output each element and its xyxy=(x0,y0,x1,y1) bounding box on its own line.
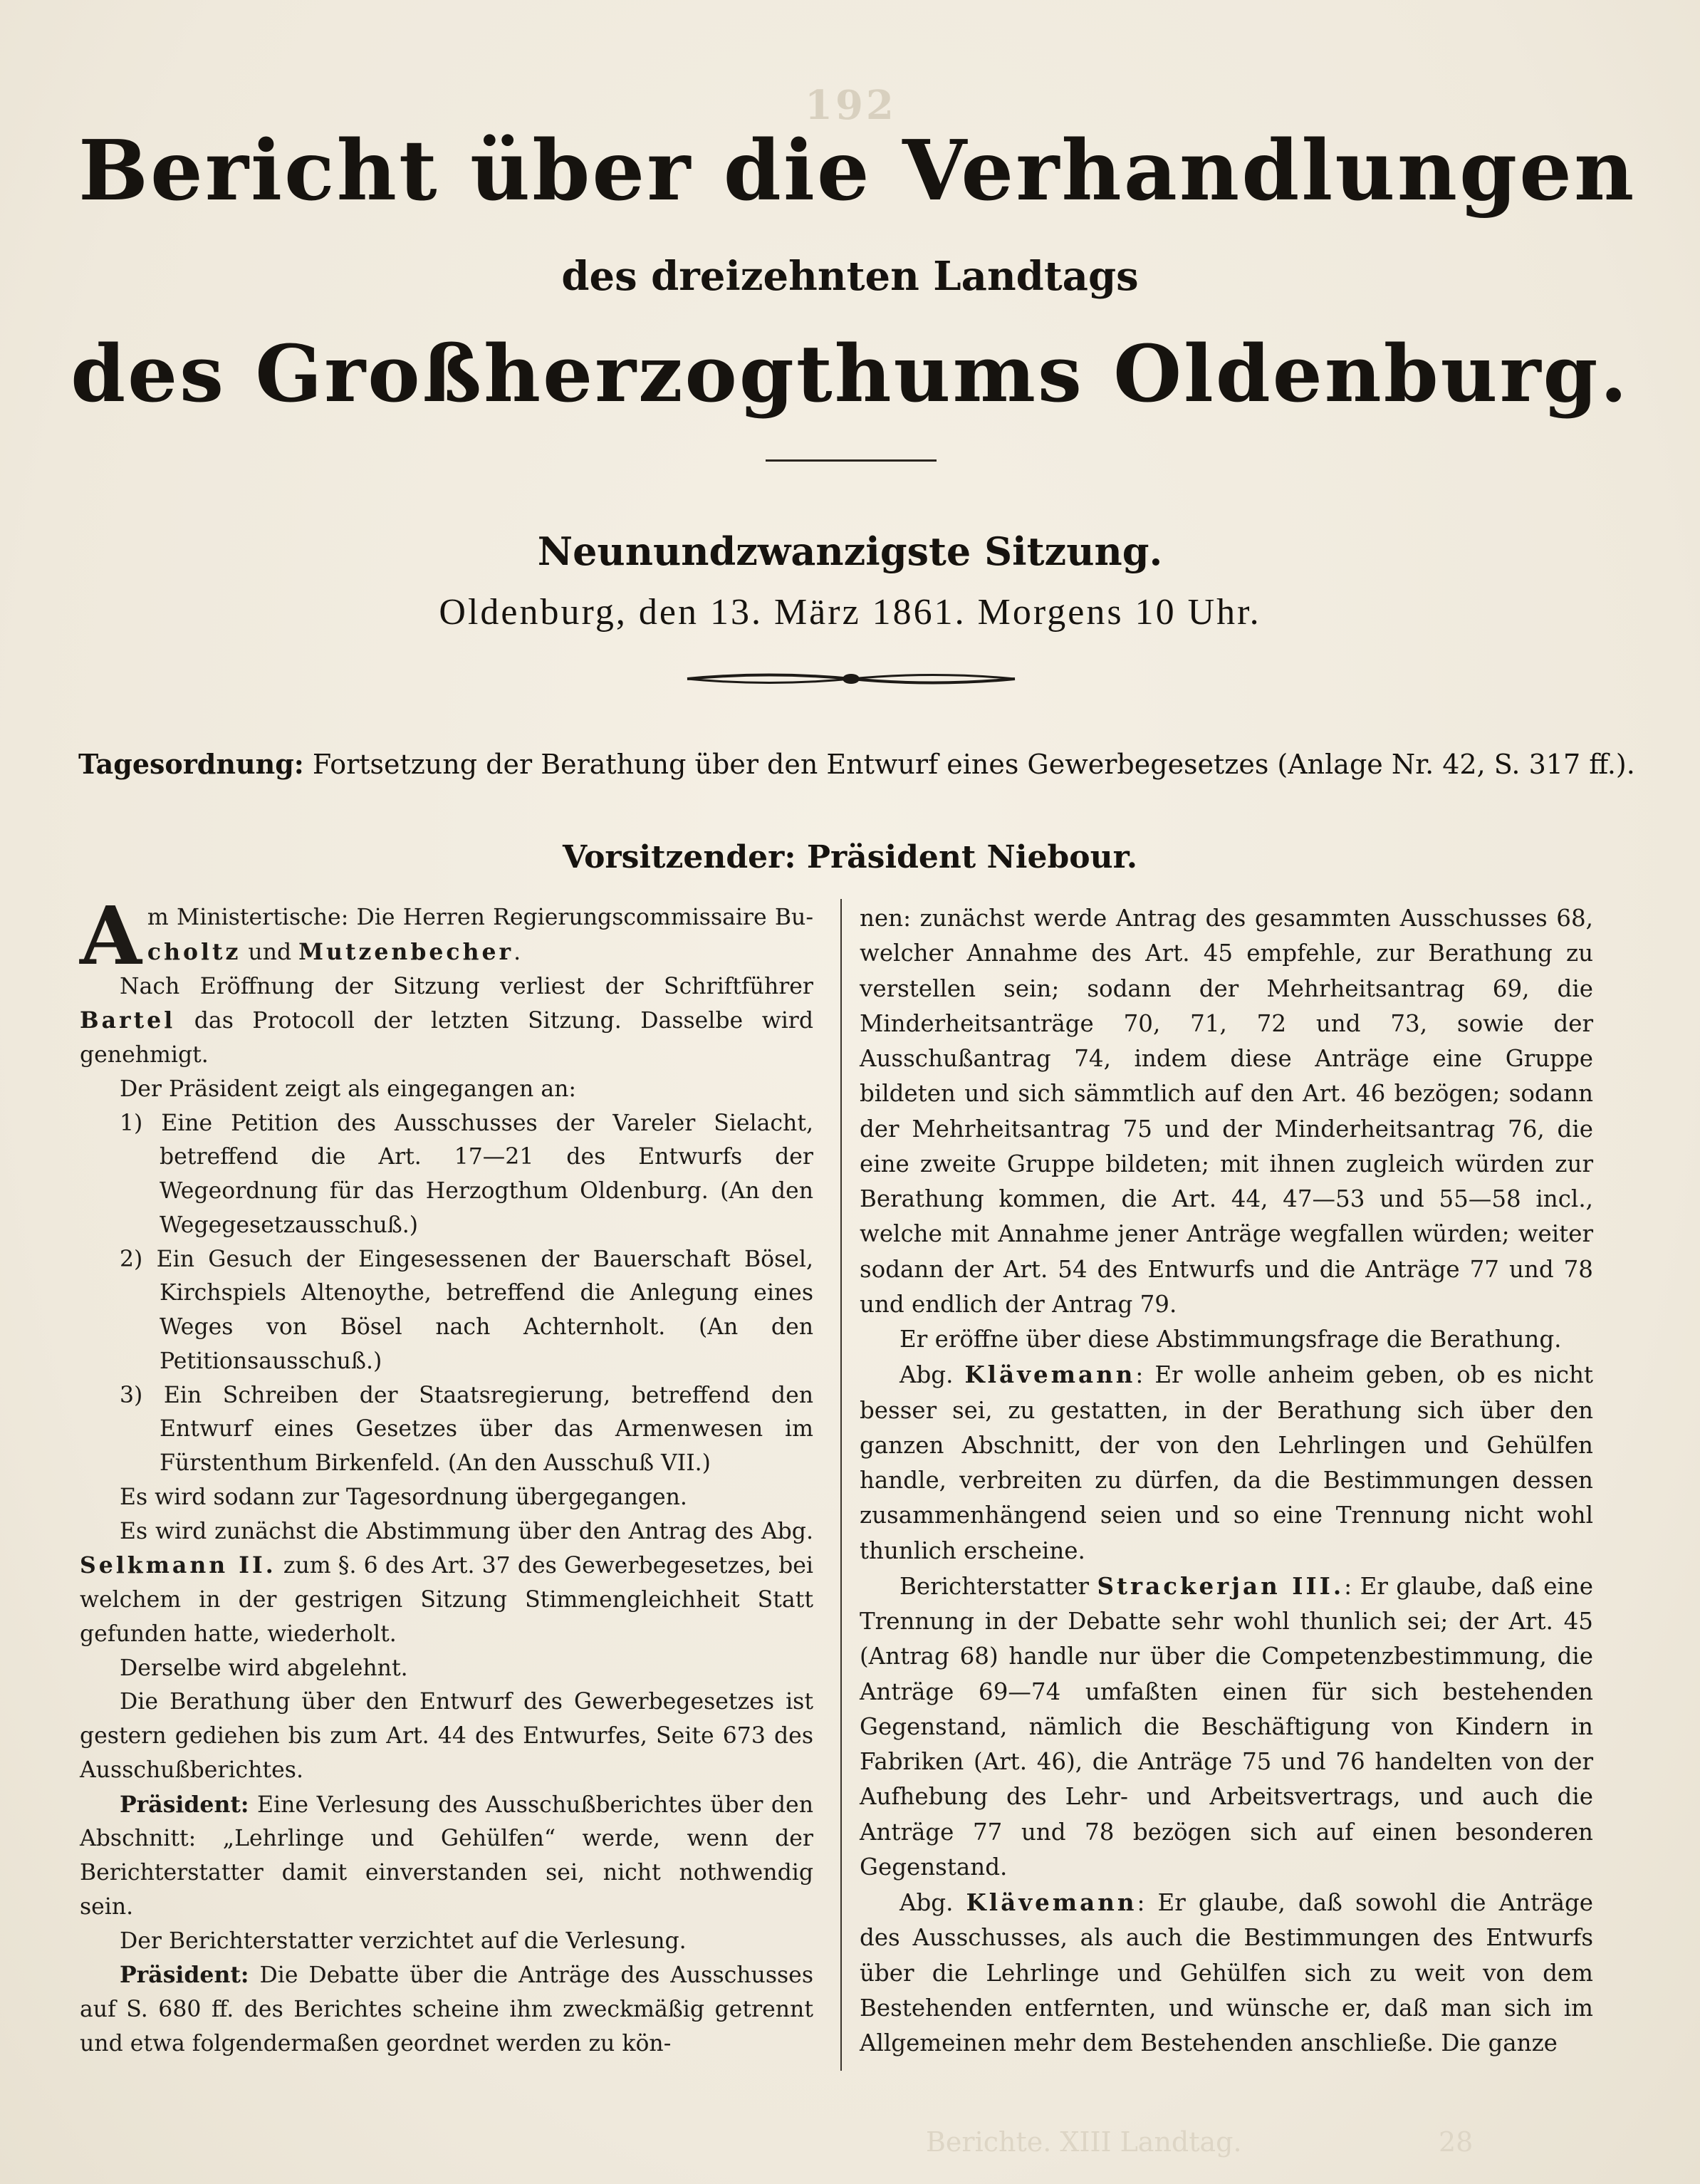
dateline: Oldenburg, den 13. März 1861. Morgens 10 Uhr. xyxy=(439,592,1261,633)
agenda-transition: Es wird sodann zur Tagesordnung übergegangen. xyxy=(120,1484,687,1510)
klaevemann-paragraph-1: Abg. Klävemann: Er wolle anheim geben, ob es nicht besser sei, zu gestatten, in der Berathung sich über den ganzen Abschnitt, der von den Lehrlingen und Gehülfen handle, verbreiten zu dürfen, da die Bestimmungen dessen zusammenhängend seien und so eine Trennung nicht wohl thunlich erscheine. xyxy=(860,1361,1593,1564)
column-divider xyxy=(840,899,842,2071)
agenda-label: Tagesordnung: xyxy=(78,748,304,780)
open-debate-line: Er eröffne über diese Abstimmungsfrage die Berathung. xyxy=(899,1326,1562,1353)
ornament-rule-icon xyxy=(684,668,1018,690)
received-intro: Der Präsident zeigt als eingegangen an: xyxy=(120,1076,577,1102)
agenda-text: Fortsetzung der Berathung über den Entwurf eines Gewerbegesetzes (Anlage Nr. 42, S. 317 ff.). xyxy=(303,749,1635,780)
received-item-1: 1) Eine Petition des Ausschusses der Vareler Sielacht, betreffend die Art. 17—21 des Entwurfs der Wegeordnung für das Herzogthum Oldenburg. (An den Wegegesetzausschuß.) xyxy=(120,1110,813,1238)
protocol-paragraph: Nach Eröffnung der Sitzung verliest der Schriftführer Bartel das Protocoll der letzten Sitzung. Dasselbe wird genehmigt. xyxy=(80,973,813,1068)
order-paragraph: nen: zunächst werde Antrag des gesammten Ausschusses 68, welcher Annahme des Art. 45 empfehle, zur Berathung zu verstellen sein; sodann der Mehrheitsantrag 69, die Minderheitsanträge 70, 71, 72 und 73, sowie der Ausschußantrag 74, indem diese Anträge eine Gruppe bildeten und sich sämmtlich auf den Art. 46 bezögen; sodann der Mehrheitsantrag 75 und der Minderheitsantrag 76, die eine zweite Gruppe bildeten; mit ihnen zugleich würden zur Berathung kommen, die Art. 44, 47—53 und 55—58 incl., welche mit Annahme jener Anträge wegfallen würden; weiter sodann der Art. 54 des Entwurfs und die Anträge 77 und 78 und endlich der Antrag 79. xyxy=(860,905,1593,1318)
right-column xyxy=(860,901,1593,2061)
subtitle: des dreizehnten Landtags xyxy=(561,253,1139,300)
strackerjan-paragraph: Berichterstatter Strackerjan III.: Er glaube, daß eine Trennung in der Debatte sehr wohl thunlich sei; der Art. 45 (Antrag 68) handle nur über die Competenzbestimmung, die Anträge 69—74 umfaßten einen für sich bestehenden Gegenstand, nämlich die Beschäftigung von Kindern in Fabriken (Art. 46), die Anträge 75 und 76 handelten von der Aufhebung des Lehr- und Arbeitsvertrags, und auch die Anträge 77 und 78 bezögen sich auf einen besonderen Gegenstand. xyxy=(860,1571,1593,1881)
president-paragraph-1: Präsident: Eine Verlesung des Ausschußberichtes über den Abschnitt: „Lehrlinge und Gehülfen“ werde, wenn der Berichterstatter damit einverstanden sei, nicht nothwendig sein. xyxy=(80,1791,813,1920)
received-item-2: 2) Ein Gesuch der Eingesessenen der Bauerschaft Bösel, Kirchspiels Altenoythe, betreffend die Anlegung eines Weges von Bösel nach Achternholt. (An den Petitionsausschuß.) xyxy=(120,1246,813,1374)
sitting-heading: Neunundzwanzigste Sitzung. xyxy=(537,529,1163,574)
klaevemann-paragraph-2: Abg. Klävemann: Er glaube, daß sowohl die Anträge des Ausschusses, als auch die Bestimmungen des Entwurfs über die Lehrlinge und Gehülfen sich zu weit von dem Bestehenden entfernten, und wünsche er, daß man sich im Allgemeinen mehr dem Bestehenden anschließe. Die ganze xyxy=(860,1888,1593,2056)
rejected-line: Derselbe wird abgelehnt. xyxy=(120,1655,408,1681)
page-number-bleed: 192 xyxy=(805,82,897,129)
left-column xyxy=(80,890,813,2061)
main-title: Bericht über die Verhandlungen xyxy=(78,123,1637,219)
reporter-waives-line: Der Berichterstatter verzichtet auf die Verlesung. xyxy=(120,1928,687,1954)
agenda-line xyxy=(78,748,1635,780)
ministry-paragraph: Am Ministertische: Die Herren Regierungscommissaire Bu- choltz und Mutzenbecher. xyxy=(80,890,813,983)
vote-paragraph: Es wird zunächst die Abstimmung über den Antrag des Abg. Selkmann II. zum §. 6 des Art. 37 des Gewerbegesetzes, bei welchem in der gestrigen Sitzung Stimmengleichheit Statt gefunden hatte, wiederholt. xyxy=(80,1518,813,1647)
footer-bleed: Berichte. XIII Landtag. xyxy=(926,2126,1242,2158)
drop-cap: A xyxy=(80,890,142,983)
state-title: des Großherzogthums Oldenburg. xyxy=(71,328,1629,420)
title-rule xyxy=(766,459,937,462)
president-paragraph-2: Präsident: Die Debatte über die Anträge des Ausschusses auf S. 680 ff. des Berichtes scheine ihm zweckmäßig getrennt und etwa folgendermaßen geordnet werden zu kön- xyxy=(80,1962,813,2056)
chair-line: Vorsitzender: Präsident Niebour. xyxy=(562,839,1138,875)
progress-paragraph: Die Berathung über den Entwurf des Gewerbegesetzes ist gestern gediehen bis zum Art. 44 des Entwurfes, Seite 673 des Ausschußberichtes. xyxy=(80,1689,813,1783)
footer-number-bleed: 28 xyxy=(1439,2126,1474,2158)
received-item-3: 3) Ein Schreiben der Staatsregierung, betreffend den Entwurf eines Gesetzes über das Armenwesen im Fürstenthum Birkenfeld. (An den Ausschuß VII.) xyxy=(120,1382,813,1476)
